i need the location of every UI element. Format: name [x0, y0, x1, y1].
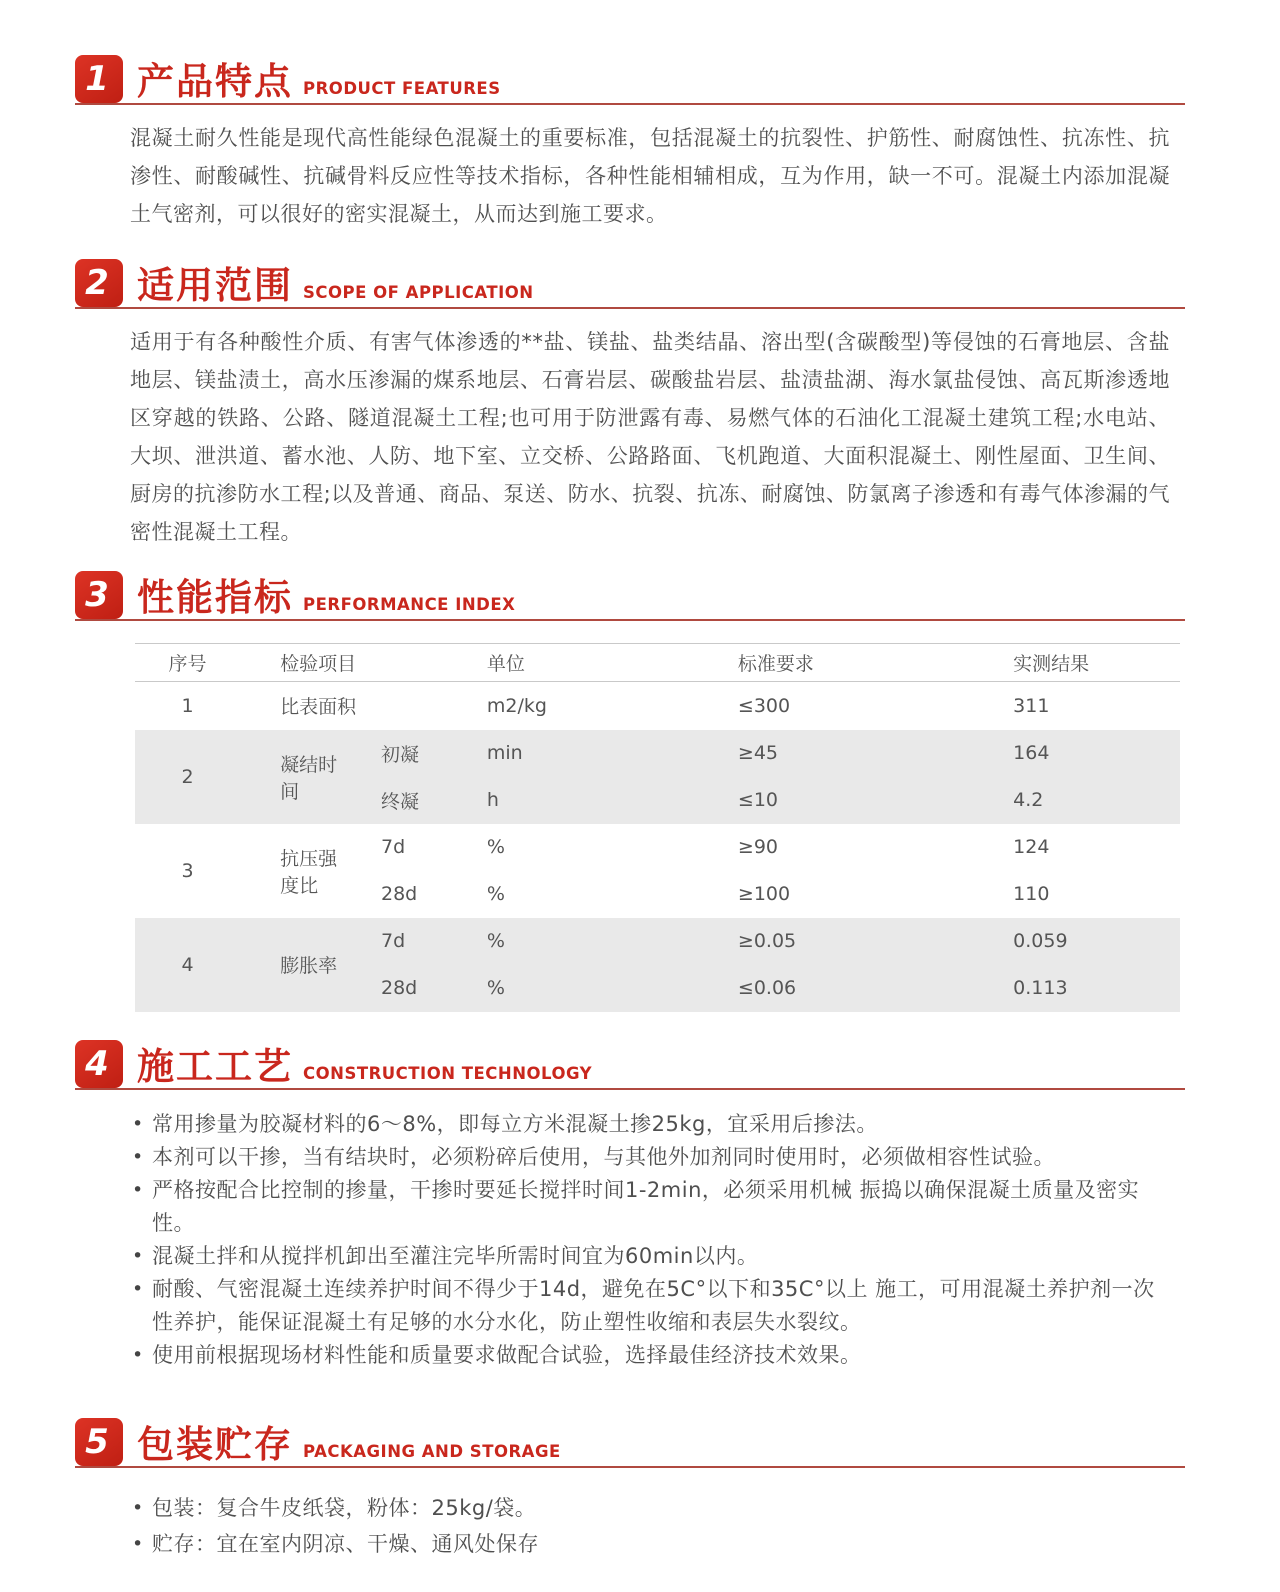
packaging-bullet-list: [130, 1490, 1175, 1562]
cell-standard: ≤300: [737, 694, 791, 717]
features-paragraph: 混凝土耐久性能是现代高性能绿色混凝土的重要标准，包括混凝土的抗裂性、护筋性、耐腐蚀性、抗冻性、抗渗性、耐酸碱性、抗碱骨料反应性等技术指标，各种性能相辅相成，互为作用，缺一不可。混凝土内添加混凝土气密剂，可以很好的密实混凝土，从而达到施工要求。: [130, 126, 1170, 226]
cell-result: 0.059: [993, 918, 1180, 965]
scope-paragraph: 适用于有各种酸性介质、有害气体渗透的**盐、镁盐、盐类结晶、溶出型(含碳酸型)等侵蚀的石膏地层、含盐地层、镁盐渍土，高水压渗漏的煤系地层、石膏岩层、碳酸盐岩层、盐渍盐湖、海水氯盐侵蚀、高瓦斯渗透地区穿越的铁路、公路、隧道混凝土工程;也可用于防泄露有毒、易燃气体的石油化工混凝土建筑工程;水电站、大坝、泄洪道、蓄水池、人防、地下室、立交桥、公路路面、飞机跑道、大面积混凝土、刚性屋面、卫生间、厨房的抗渗防水工程;以及普通、商品、泵送、防水、抗裂、抗冻、耐腐蚀、防氯离子渗透和有毒气体渗漏的气密性混凝土工程。: [130, 330, 1170, 544]
cell-item: 凝结时间: [240, 730, 351, 824]
section-product-features: [75, 55, 1185, 233]
table-row: [135, 730, 1180, 777]
section-header: [75, 55, 1185, 103]
section-number-badge: [75, 1040, 123, 1088]
cell-result: 4.2: [993, 777, 1180, 824]
section-titles: [137, 1422, 561, 1466]
section-number: 2: [85, 263, 109, 303]
cell-seq: 4: [135, 918, 240, 1012]
construction-bullet-list: [130, 1108, 1175, 1372]
header-unit: 单位: [486, 653, 525, 675]
section-header: [75, 259, 1185, 307]
section-construction-technology: [75, 1040, 1185, 1372]
cell-standard: ≤0.06: [713, 965, 993, 1012]
cell-seq: 3: [181, 859, 194, 882]
section-title-zh: 施工工艺: [137, 1044, 293, 1088]
cell-unit: %: [462, 918, 713, 965]
cell-seq: 1: [181, 694, 194, 717]
section-rule: [75, 307, 1185, 309]
section-title-en: PERFORMANCE INDEX: [303, 595, 516, 614]
table-row: [135, 824, 1180, 871]
cell-subitem: 28d: [380, 883, 418, 905]
cell-standard: ≥0.05: [713, 918, 993, 965]
section-number-badge: [75, 259, 123, 307]
bullet-item: • 混凝土拌和从搅拌机卸出至灌注完毕所需时间宜为60min以内。: [130, 1240, 1175, 1273]
section-title-en: PRODUCT FEATURES: [303, 79, 501, 98]
bullet-item: • 严格按配合比控制的掺量，干掺时要延长搅拌时间1-2min，必须采用机械 振捣以确保混凝土质量及密实性。: [130, 1174, 1175, 1240]
cell-subitem: 28d: [351, 965, 462, 1012]
cell-subitem: 7d: [380, 836, 406, 858]
section-title-zh: 包装贮存: [137, 1422, 293, 1466]
section-number-badge: [75, 55, 123, 103]
bullet-item: • 包装：复合牛皮纸袋，粉体：25kg/袋。: [130, 1490, 1175, 1526]
section-number: 5: [85, 1421, 109, 1462]
section-rule: [75, 619, 1185, 621]
section-title-zh: 产品特点: [137, 60, 293, 104]
cell-seq: 2: [135, 730, 240, 824]
table-row: [135, 682, 1180, 730]
cell-result: 110: [1013, 883, 1050, 905]
cell-unit: m2/kg: [486, 694, 547, 717]
cell-standard: ≥45: [713, 730, 993, 777]
section-titles: [137, 62, 501, 103]
section-title-en: SCOPE OF APPLICATION: [303, 283, 534, 302]
cell-result: 164: [993, 730, 1180, 777]
performance-table: [135, 643, 1180, 1012]
cell-unit: %: [486, 836, 505, 858]
section-number-badge: [75, 571, 123, 619]
cell-unit: min: [462, 730, 713, 777]
section-header: [75, 571, 1185, 619]
section-rule: [75, 103, 1185, 105]
cell-item: 膨胀率: [240, 918, 351, 1012]
section-packaging-and-storage: [75, 1418, 1185, 1562]
section-title-en: PACKAGING AND STORAGE: [303, 1441, 561, 1461]
cell-unit: %: [486, 883, 505, 905]
cell-result: 311: [1013, 694, 1050, 717]
header-seq: 序号: [168, 653, 207, 675]
section-scope-of-application: [75, 259, 1185, 551]
table-header-row: [135, 644, 1180, 682]
section-title-zh: 适用范围: [137, 264, 293, 308]
header-item: 检验项目: [280, 653, 357, 675]
section-titles: [137, 266, 534, 307]
table-row: [135, 918, 1180, 965]
cell-standard: ≥90: [737, 836, 779, 858]
section-performance-index: [75, 571, 1185, 1012]
section-number: 4: [85, 1043, 109, 1084]
cell-standard: ≤10: [713, 777, 993, 824]
cell-result: 124: [1013, 836, 1050, 858]
section-title-zh: 性能指标: [137, 576, 293, 620]
cell-standard: ≥100: [737, 883, 791, 905]
section-titles: [137, 1044, 593, 1088]
bullet-item: • 常用掺量为胶凝材料的6～8%，即每立方米混凝土掺25kg，宜采用后掺法。: [130, 1108, 1175, 1141]
cell-unit: %: [462, 965, 713, 1012]
section-title-en: CONSTRUCTION TECHNOLOGY: [303, 1063, 593, 1083]
section-number-badge: [75, 1418, 123, 1466]
bullet-item: • 使用前根据现场材料性能和质量要求做配合试验，选择最佳经济技术效果。: [130, 1339, 1175, 1372]
section-header: [75, 1418, 1185, 1466]
cell-unit: h: [462, 777, 713, 824]
header-standard: 标准要求: [737, 653, 814, 675]
section-number: 3: [85, 575, 109, 615]
section-header: [75, 1040, 1185, 1088]
bullet-item: • 耐酸、气密混凝土连续养护时间不得少于14d，避免在5C°以下和35C°以上 施工，可用混凝土养护剂一次性养护，能保证混凝土有足够的水分水化，防止塑性收缩和表层失水裂纹。: [130, 1273, 1175, 1339]
bullet-item: • 贮存：宜在室内阴凉、干燥、通风处保存: [130, 1526, 1175, 1562]
cell-subitem: 终凝: [351, 777, 462, 824]
cell-subitem: 7d: [351, 918, 462, 965]
cell-item: 抗压强度比: [280, 847, 338, 897]
header-result: 实测结果: [1013, 653, 1090, 675]
cell-result: 0.113: [993, 965, 1180, 1012]
bullet-item: • 本剂可以干掺，当有结块时，必须粉碎后使用，与其他外加剂同时使用时，必须做相容性试验。: [130, 1141, 1175, 1174]
section-titles: [137, 578, 515, 619]
cell-subitem: 初凝: [351, 730, 462, 777]
section-number: 1: [85, 59, 109, 99]
cell-item: 比表面积: [280, 696, 357, 719]
